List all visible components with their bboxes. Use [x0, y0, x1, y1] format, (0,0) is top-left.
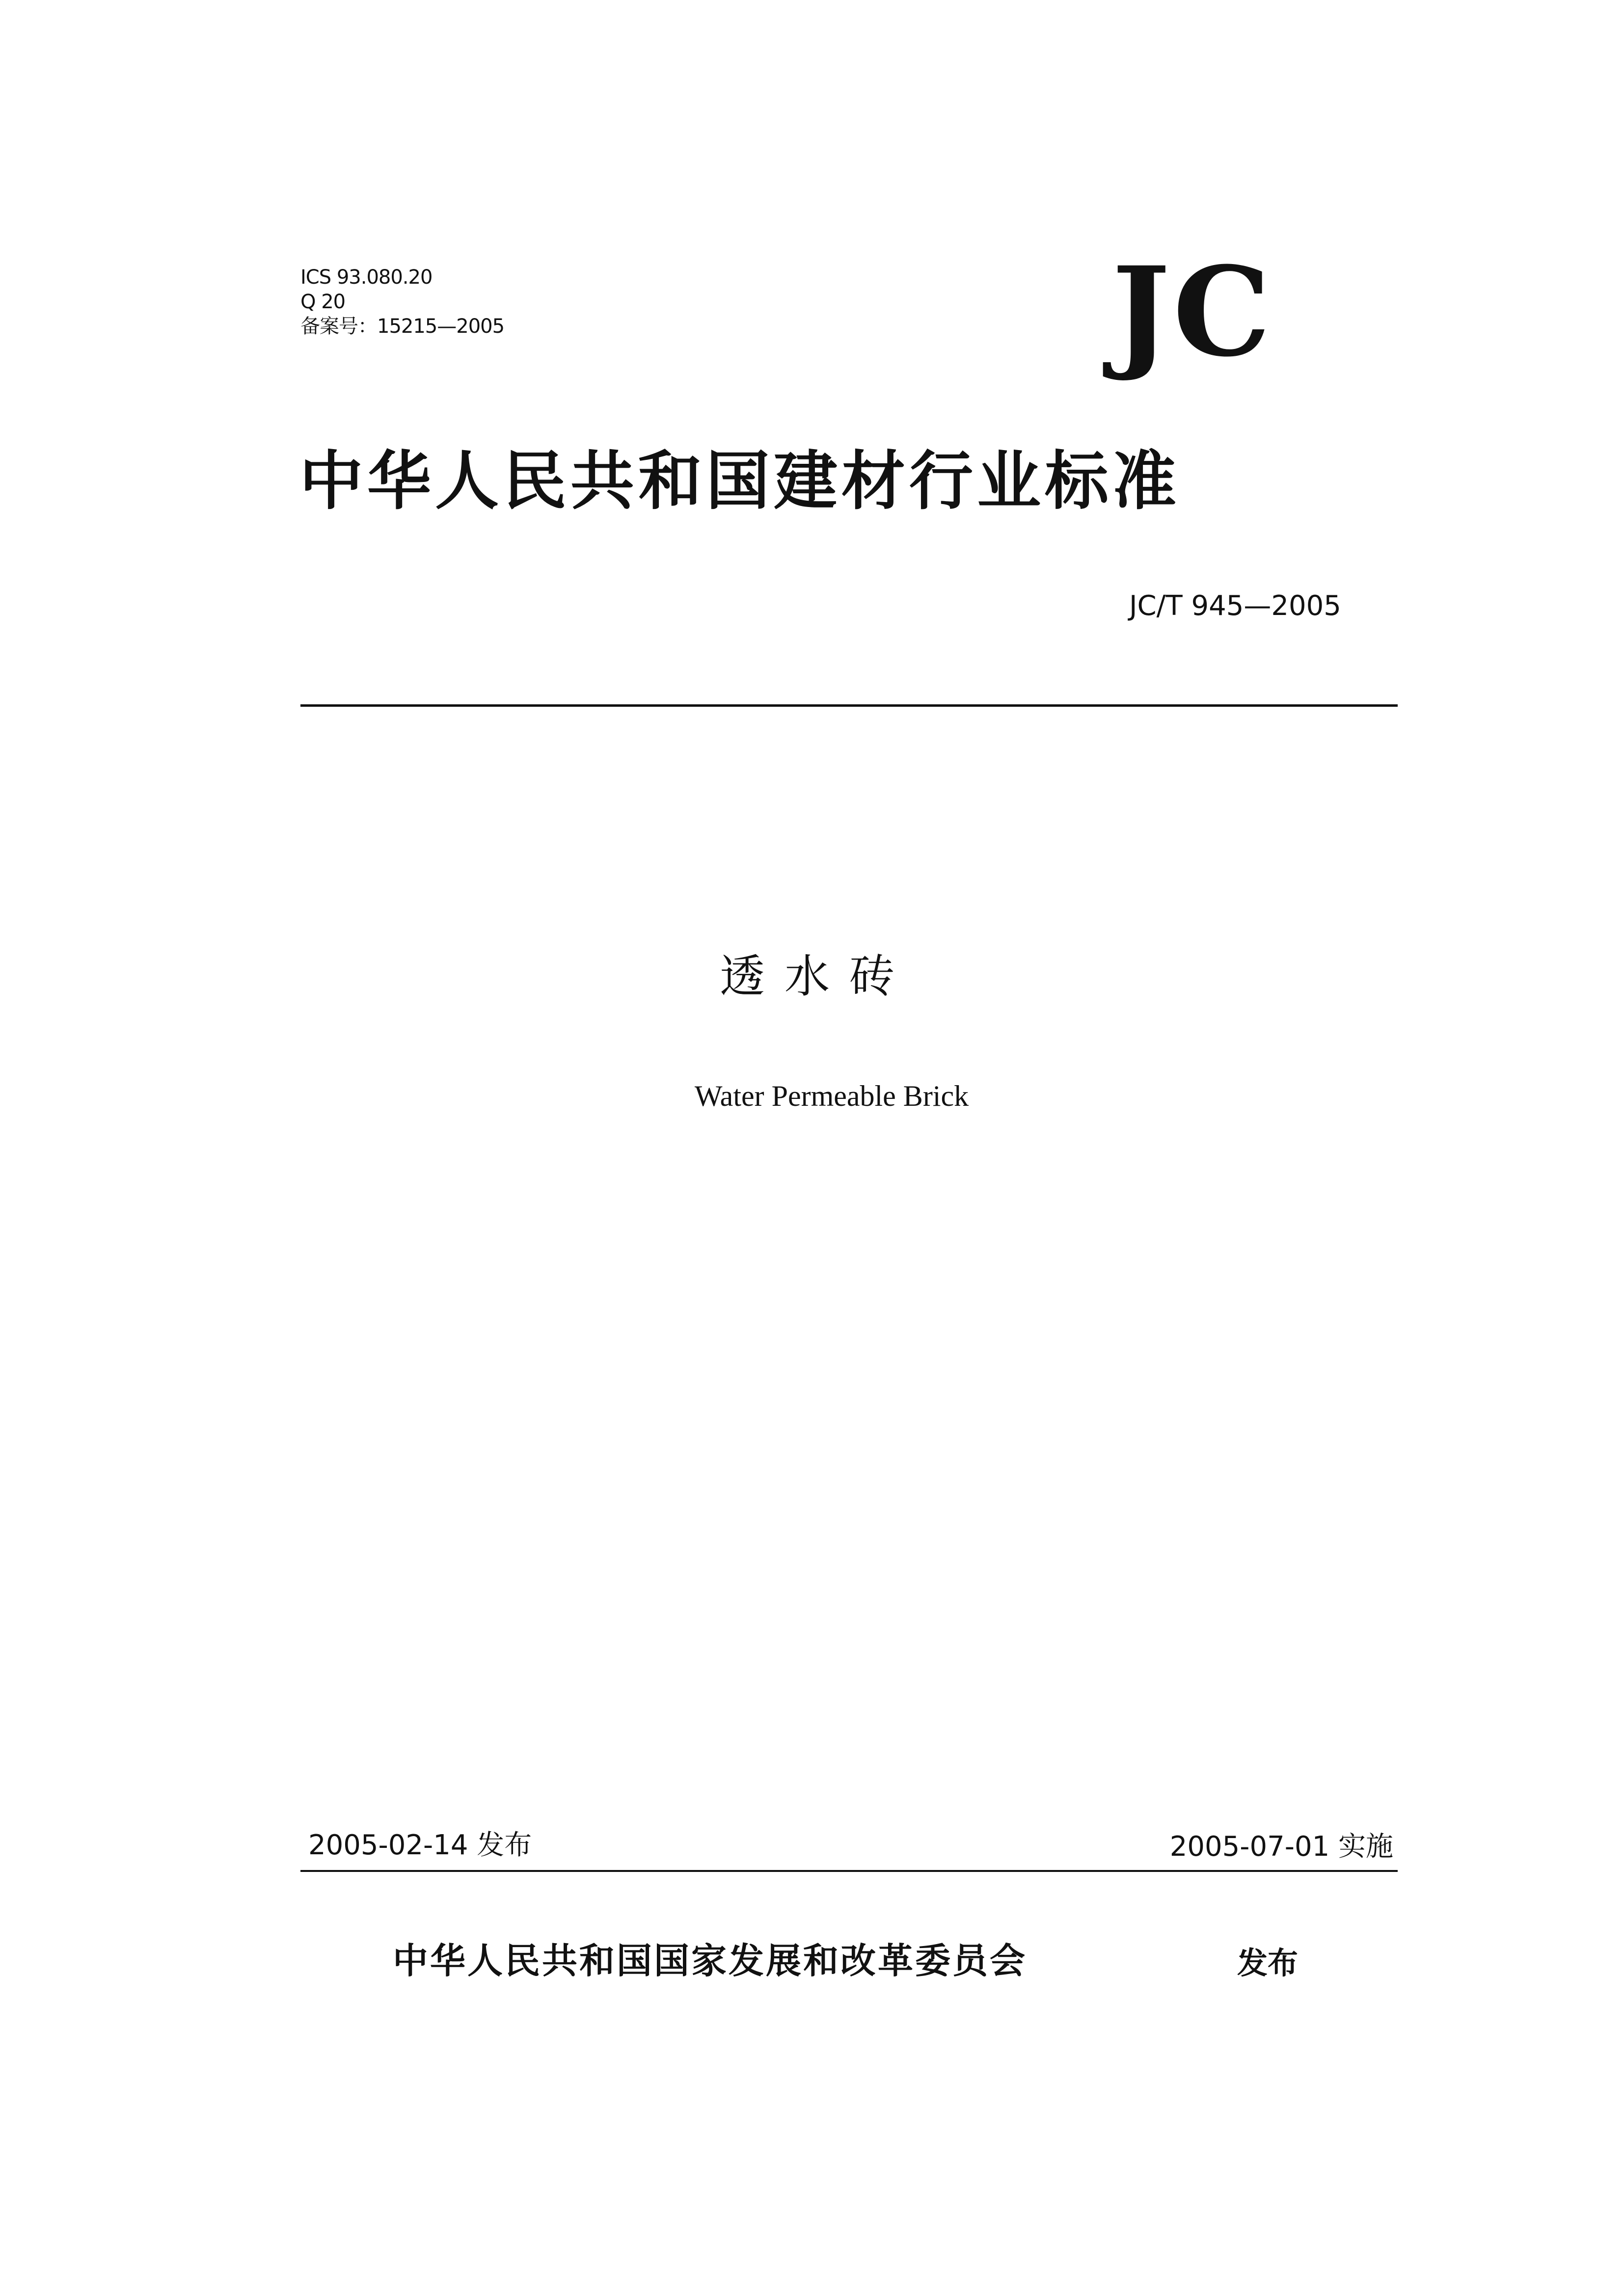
header-title: 中华人民共和国建材行业标准 — [299, 443, 1181, 518]
bottom-divider — [300, 1870, 1398, 1872]
publisher-suffix: 发布 — [1237, 1945, 1299, 1981]
effective-date: 2005-07-01 实施 — [1169, 1831, 1393, 1863]
standard-number: JC/T 945—2005 — [1129, 590, 1341, 622]
ccs-code: Q 20 — [300, 291, 346, 313]
top-divider — [300, 704, 1398, 707]
jc-logo: JC — [1112, 240, 1274, 384]
classification-block — [300, 265, 504, 339]
document-title-en: Water Permeable Brick — [694, 1080, 969, 1112]
publisher: 中华人民共和国国家发展和改革委员会 — [393, 1940, 1028, 1981]
ics-code: ICS 93.080.20 — [300, 266, 433, 289]
issue-date: 2005-02-14 发布 — [308, 1829, 532, 1861]
filing-number: 备案号：15215—2005 — [300, 315, 505, 338]
document-title-cn: 透水砖 — [719, 950, 914, 1003]
